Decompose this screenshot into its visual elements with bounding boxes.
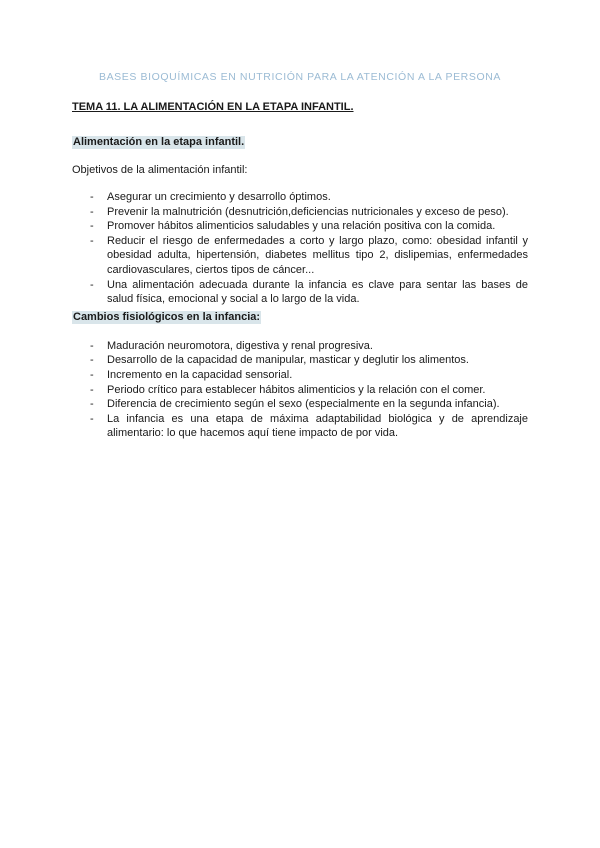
- list-item: - Diferencia de crecimiento según el sexo (especialmente en la segunda infancia).: [72, 397, 528, 412]
- list-item: - Desarrollo de la capacidad de manipular, masticar y deglutir los alimentos.: [72, 353, 528, 368]
- section-cambios: [72, 307, 528, 441]
- list-item: - Maduración neuromotora, digestiva y renal progresiva.: [72, 339, 528, 354]
- list-item: - Asegurar un crecimiento y desarrollo óptimos.: [72, 190, 528, 205]
- topic-title: TEMA 11. LA ALIMENTACIÓN EN LA ETAPA INFANTIL.: [72, 101, 354, 113]
- running-header: BASES BIOQUÍMICAS EN NUTRICIÓN PARA LA ATENCIÓN A LA PERSONA: [98, 71, 502, 83]
- list-item: - La infancia es una etapa de máxima adaptabilidad biológica y de aprendizaje alimentario: lo que hacemos aquí tiene impacto de por vida.: [72, 412, 528, 441]
- list-item: - Reducir el riesgo de enfermedades a corto y largo plazo, como: obesidad infantil y obesidad adulta, hipertensión, diabetes mellitus tipo 2, dislipemias, enfermedades cardiovasculares, ciertos tipos de cáncer...: [72, 234, 528, 278]
- objectives-list: [72, 190, 528, 307]
- list-item: - Una alimentación adecuada durante la infancia es clave para sentar las bases de salud física, emocional y social a lo largo de la vida.: [72, 278, 528, 307]
- list-item: - Incremento en la capacidad sensorial.: [72, 368, 528, 383]
- document-body: [72, 100, 528, 441]
- list-item: - Promover hábitos alimenticios saludables y una relación positiva con la comida.: [72, 219, 528, 234]
- section-alimentacion: [72, 132, 528, 307]
- section-heading: Alimentación en la etapa infantil.: [73, 136, 245, 148]
- list-item: - Periodo crítico para establecer hábitos alimenticios y la relación con el comer.: [72, 383, 528, 398]
- section-heading: Cambios fisiológicos en la infancia:: [73, 310, 261, 323]
- objectives-intro: Objetivos de la alimentación infantil:: [72, 164, 248, 176]
- changes-list: [72, 339, 528, 441]
- list-item: - Prevenir la malnutrición (desnutrición,deficiencias nutricionales y exceso de peso).: [72, 205, 528, 220]
